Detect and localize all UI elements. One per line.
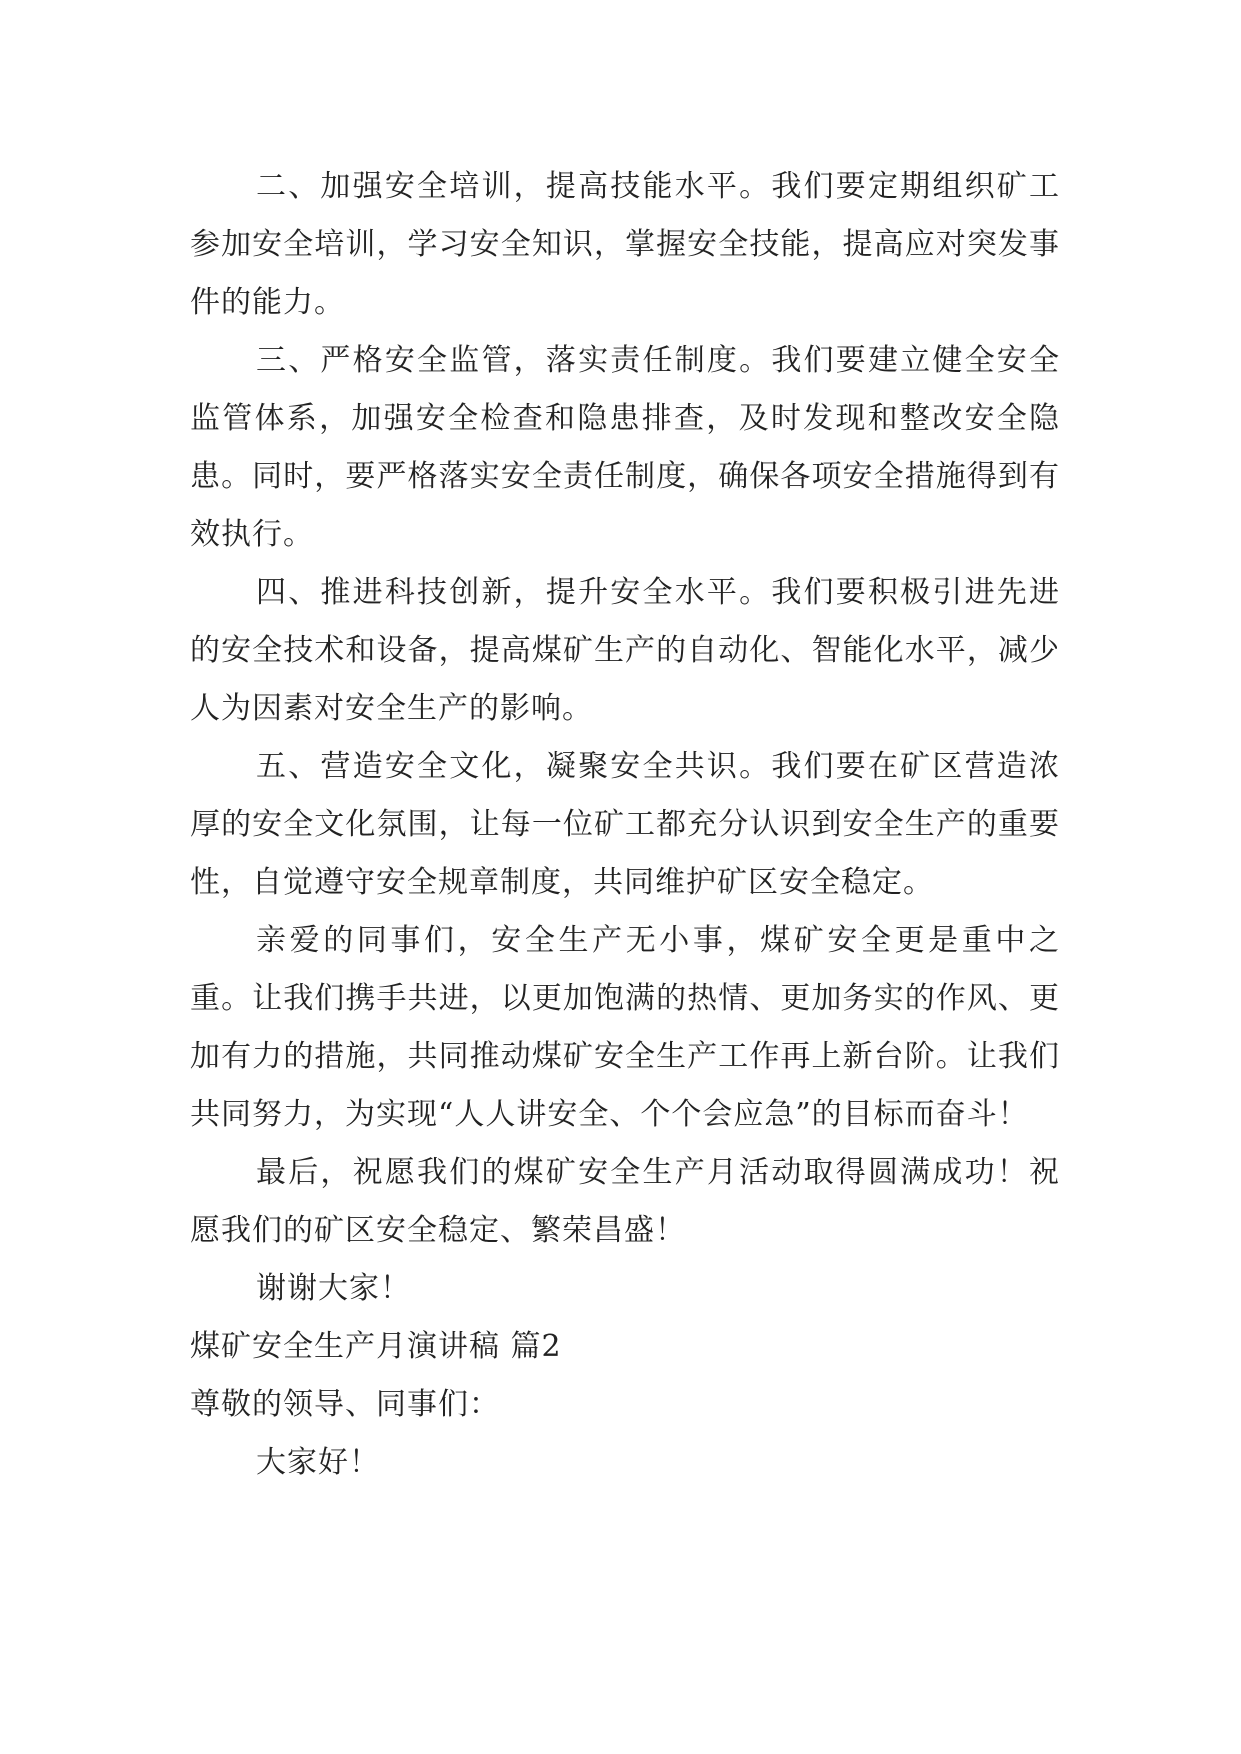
paragraph-thanks: 谢谢大家！: [256, 1271, 411, 1306]
paragraph-innovation: 四、推进科技创新，提升安全水平。我们要积极引进先进的安全技术和设备，提高煤矿生产的自动化、智能化水平，减少人为因素对安全生产的影响。: [190, 575, 1060, 726]
paragraph-training: 二、加强安全培训，提高技能水平。我们要定期组织矿工参加安全培训，学习安全知识，掌握安全技能，提高应对突发事件的能力。: [190, 169, 1060, 320]
section-title: 煤矿安全生产月演讲稿 篇2: [190, 1329, 562, 1364]
paragraph-appeal: 亲爱的同事们，安全生产无小事，煤矿安全更是重中之重。让我们携手共进，以更加饱满的热情、更加务实的作风、更加有力的措施，共同推动煤矿安全生产工作再上新台阶。让我们共同努力，为实现“人人讲安全、个个会应急”的目标而奋斗！: [190, 923, 1060, 1132]
salutation: 尊敬的领导、同事们：: [190, 1387, 500, 1422]
document-body: [190, 158, 1060, 1492]
paragraph-supervision: 三、严格安全监管，落实责任制度。我们要建立健全安全监管体系，加强安全检查和隐患排查，及时发现和整改安全隐患。同时，要严格落实安全责任制度，确保各项安全措施得到有效执行。: [190, 343, 1060, 552]
greeting: 大家好！: [256, 1445, 380, 1480]
paragraph-culture: 五、营造安全文化，凝聚安全共识。我们要在矿区营造浓厚的安全文化氛围，让每一位矿工都充分认识到安全生产的重要性，自觉遵守安全规章制度，共同维护矿区安全稳定。: [190, 749, 1060, 900]
paragraph-closing-wishes: 最后，祝愿我们的煤矿安全生产月活动取得圆满成功！祝愿我们的矿区安全稳定、繁荣昌盛！: [190, 1155, 1060, 1248]
